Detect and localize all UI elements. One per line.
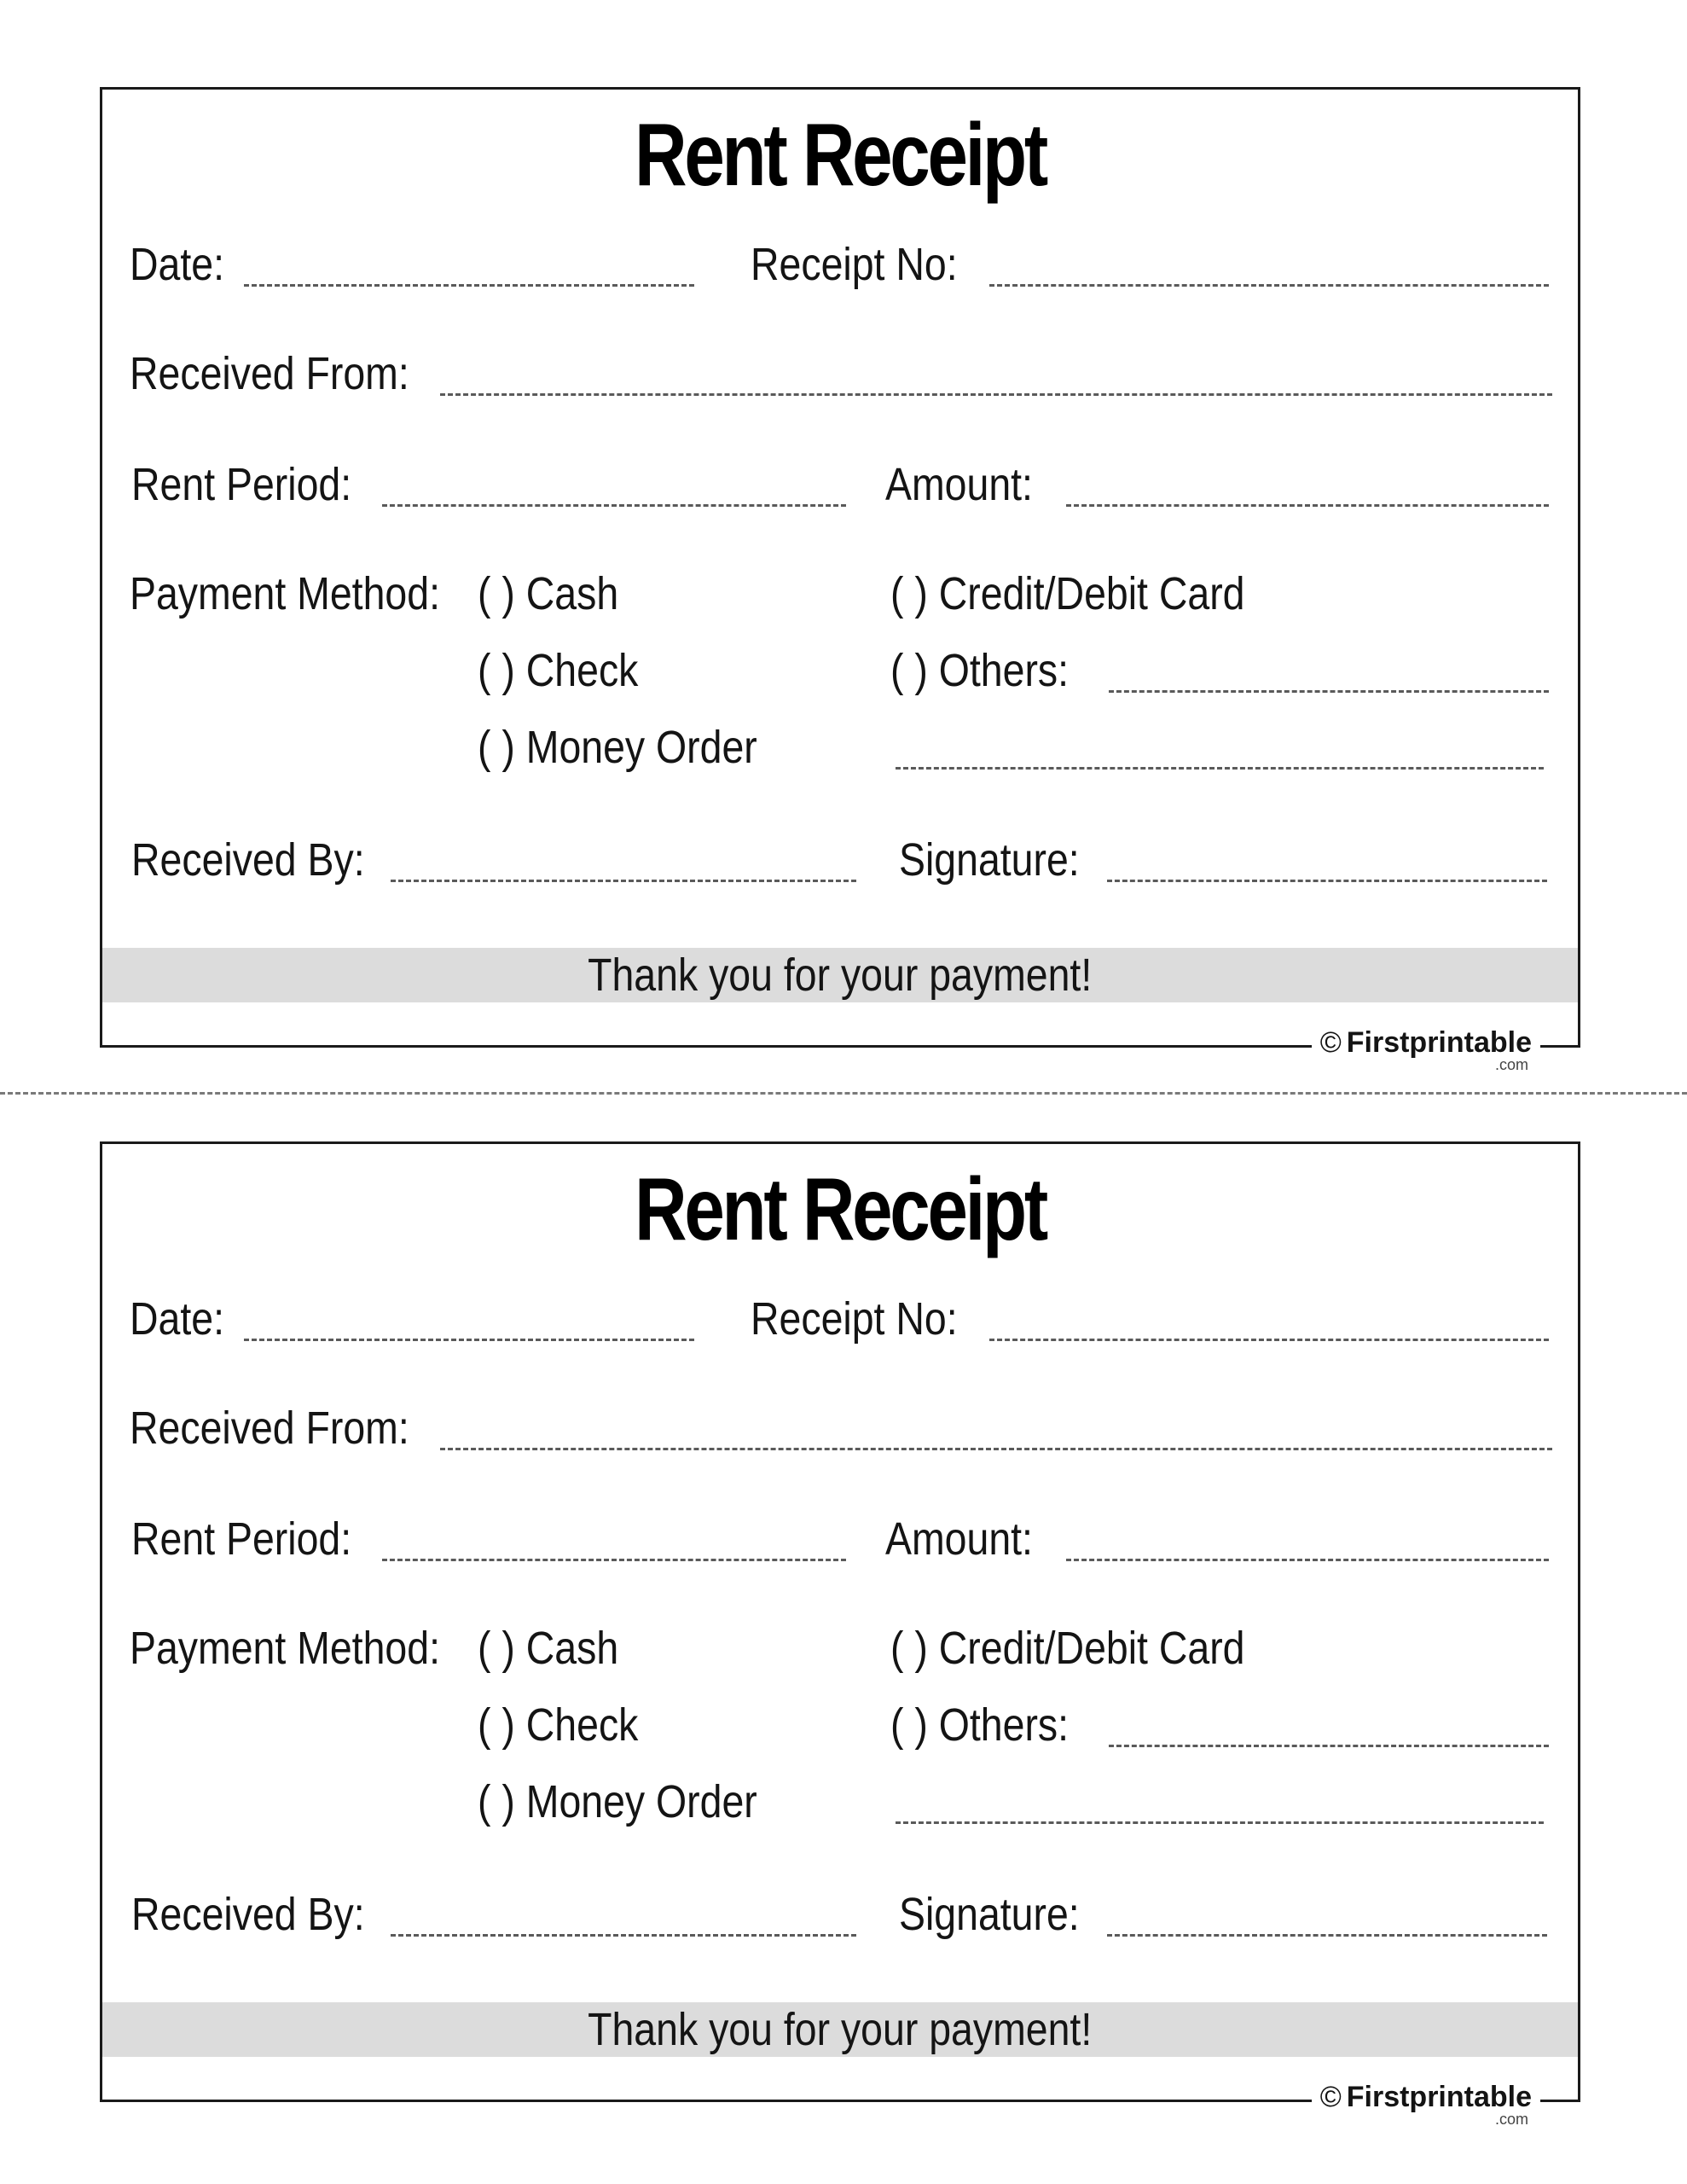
signature-field[interactable] [1107,880,1547,882]
received-by-field[interactable] [391,1934,856,1937]
date-label: Date: [130,1293,225,1345]
option-label: Check [525,645,639,696]
brand-logo [1312,1026,1540,1073]
option-label: Check [525,1699,639,1751]
checkbox-paren[interactable]: ( ) [478,1776,515,1827]
receipt-no-field[interactable] [989,1339,1549,1341]
brand-tld: .com [1494,1056,1528,1073]
cut-line [0,1092,1687,1095]
option-label: Money Order [525,1776,757,1827]
received-from-field[interactable] [440,1448,1552,1450]
payment-method-label: Payment Method: [130,1623,440,1674]
received-from-label: Received From: [130,348,409,399]
checkbox-paren[interactable]: ( ) [478,568,515,619]
brand-name: Firstprintable [1346,1026,1532,1059]
checkbox-paren[interactable]: ( ) [890,645,928,696]
received-from-field[interactable] [440,393,1552,396]
others-field[interactable] [1109,1745,1549,1747]
amount-label: Amount: [885,1513,1033,1565]
checkbox-paren[interactable]: ( ) [890,1623,928,1674]
signature-label: Signature: [899,834,1080,886]
option-money-order[interactable] [478,1776,757,1827]
signature-label: Signature: [899,1889,1080,1940]
rent-period-label: Rent Period: [131,459,352,510]
option-cash[interactable] [478,568,619,619]
received-by-label: Received By: [131,834,365,886]
received-by-label: Received By: [131,1889,365,1940]
receipt-no-field[interactable] [989,284,1549,287]
option-label: Others: [938,1699,1070,1751]
option-card[interactable] [890,568,1245,619]
option-label: Cash [525,568,619,619]
copyright-icon: © [1319,2081,1342,2113]
amount-label: Amount: [885,459,1033,510]
thank-you-banner [102,2002,1578,2057]
date-field[interactable] [244,1339,694,1341]
option-label: Cash [525,1623,619,1674]
option-label: Credit/Debit Card [938,568,1245,619]
rent-receipt-2 [100,1141,1580,2128]
thank-you-banner [102,948,1578,1002]
checkbox-paren[interactable]: ( ) [478,645,515,696]
brand-tld: .com [1494,2111,1528,2128]
others-field[interactable] [1109,690,1549,693]
thank-you-text: Thank you for your payment! [588,950,1093,1001]
checkbox-paren[interactable]: ( ) [890,1699,928,1751]
brand-logo [1312,2081,1540,2128]
checkbox-paren[interactable]: ( ) [478,1623,515,1674]
option-check[interactable] [478,1699,639,1751]
received-by-field[interactable] [391,880,856,882]
option-label: Credit/Debit Card [938,1623,1245,1674]
others-extra-field[interactable] [896,767,1544,770]
rent-period-label: Rent Period: [131,1513,352,1565]
thank-you-text: Thank you for your payment! [588,2004,1093,2055]
rent-receipt-1 [100,87,1580,1073]
option-check[interactable] [478,645,639,696]
amount-field[interactable] [1066,1559,1549,1561]
option-cash[interactable] [478,1623,619,1674]
date-label: Date: [130,239,225,290]
brand-name: Firstprintable [1346,2081,1532,2113]
checkbox-paren[interactable]: ( ) [478,722,515,773]
date-field[interactable] [244,284,694,287]
option-card[interactable] [890,1623,1245,1674]
amount-field[interactable] [1066,504,1549,507]
option-others[interactable] [890,645,1070,696]
payment-method-label: Payment Method: [130,568,440,619]
rent-period-field[interactable] [382,504,846,507]
option-others[interactable] [890,1699,1070,1751]
signature-field[interactable] [1107,1934,1547,1937]
receipt-no-label: Receipt No: [751,1293,958,1345]
copyright-icon: © [1319,1026,1342,1059]
rent-period-field[interactable] [382,1559,846,1561]
checkbox-paren[interactable]: ( ) [478,1699,515,1751]
receipt-title: Rent Receipt [635,1160,1046,1259]
receipt-no-label: Receipt No: [751,239,958,290]
option-label: Money Order [525,722,757,773]
option-label: Others: [938,645,1070,696]
option-money-order[interactable] [478,722,757,773]
checkbox-paren[interactable]: ( ) [890,568,928,619]
received-from-label: Received From: [130,1403,409,1454]
others-extra-field[interactable] [896,1821,1544,1824]
receipt-title: Rent Receipt [635,106,1046,205]
